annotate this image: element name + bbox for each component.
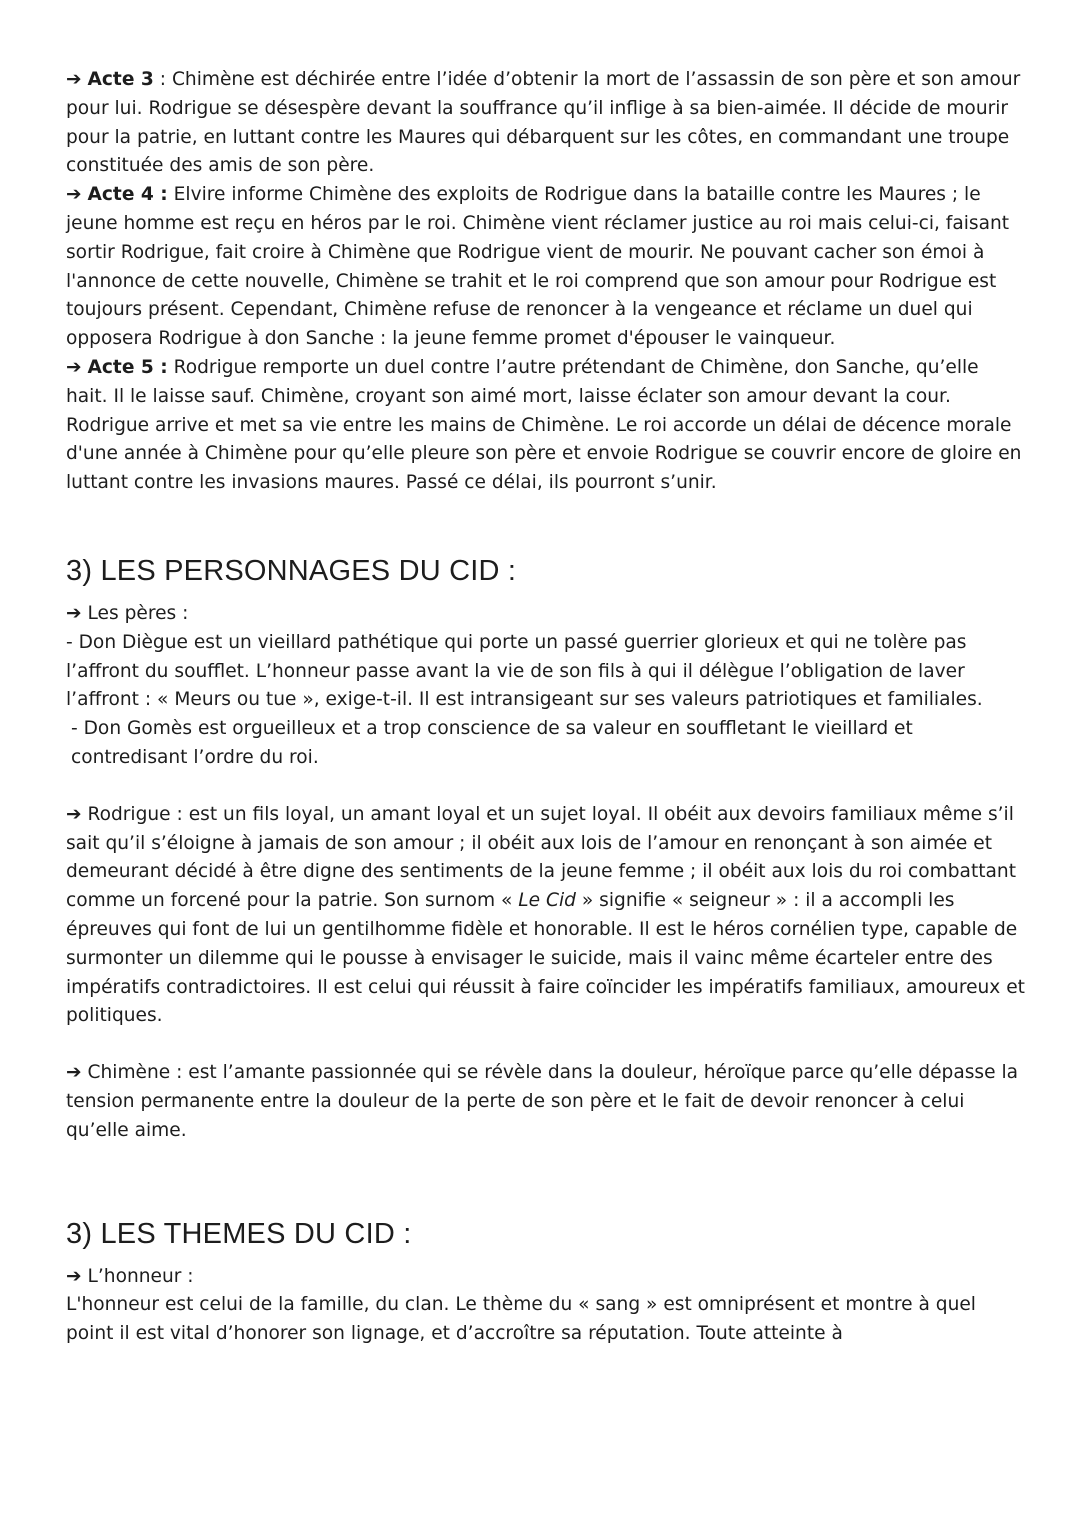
act-5-paragraph [66, 354, 1026, 498]
act-3-text: Chimène est déchirée entre l’idée d’obtenir la mort de l’assassin de son père et son amour pour lui. Rodrigue se désespère devant la souffrance qu’il inflige à sa bien-aimée. Il décide de mourir pour la patrie, en luttant contre les Maures qui débarquent sur les côtes, en commandant une troupe constituée des amis de son père. [66, 69, 1021, 177]
act-3-label: Acte 3 [87, 69, 154, 90]
le-cid-title: Le Cid [518, 890, 576, 912]
peres-label: ➔ Les pères : [66, 602, 189, 624]
arrow-icon: ➔ [66, 184, 82, 206]
arrow-icon: ➔ [66, 356, 82, 378]
act-3-sep: : [153, 69, 172, 90]
arrow-icon: ➔ [66, 602, 82, 624]
arrow-icon: ➔ [66, 1062, 82, 1084]
arrow-icon: ➔ [66, 69, 82, 90]
section-heading-themes: 3) LES THEMES DU CID : [66, 1217, 412, 1250]
chimene-paragraph: ➔ Chimène : est l’amante passionnée qui se révèle dans la douleur, héroïque parce qu’elle dépasse la tension permanente entre la douleur de la perte de son père et le fait de devoir renoncer à celui qu’elle aime. [66, 1062, 1019, 1141]
act-5-label: Acte 5 : [87, 356, 168, 378]
honneur-label: ➔ L’honneur : [66, 1265, 194, 1287]
rodrigue-paragraph: ➔ Rodrigue : est un fils loyal, un amant loyal et un sujet loyal. Il obéit aux devoirs familiaux même s’il sait qu’il s’éloigne à jamais de son amour ; il obéit aux lois de l’amour en renonçant à son aimée et demeurant décidé à être digne des sentiments de la jeune femme ; il obéit aux lois du roi combattant comme un forcené pour la patrie. Son surnom « Le Cid » signifie « seigneur » : il a accompli les épreuves qui font de lui un gentilhomme fidèle et honorable. Il est le héros cornélien type, capable de surmonter un dilemme qui le pousse à envisager le suicide, mais il vainc même écarteler entre des impératifs contradictoires. Il est celui qui réussit à faire coïncider les impératifs familiaux, amoureux et politiques. [66, 803, 1025, 1027]
diegue-paragraph: - Don Diègue est un vieillard pathétique qui porte un passé guerrier glorieux et qui ne tolère pas l’affront du soufflet. L’honneur passe avant la vie de son fils à qui il délègue l’obligation de laver l’affront : « Meurs ou tue », exige-t-il. Il est intransigeant sur ses valeurs patriotiques et familiales. [66, 631, 983, 711]
honneur-paragraph: L'honneur est celui de la famille, du clan. Le thème du « sang » est omniprésent et montre à quel point il est vital d’honorer son lignage, et d’accroître sa réputation. Toute atteinte à [66, 1294, 976, 1345]
act-4-paragraph [66, 181, 1026, 354]
act-4-text: Elvire informe Chimène des exploits de Rodrigue dans la bataille contre les Maures ; le jeune homme est reçu en héros par le roi. Chimène vient réclamer justice au roi mais celui-ci, faisant sortir Rodrigue, fait croire à Chimène que Rodrigue vient de mourir. Ne pouvant cacher son émoi à l'annonce de cette nouvelle, Chimène se trahit et le roi comprend que son amour pour Rodrigue est toujours présent. Cependant, Chimène refuse de renoncer à la vengeance et réclame un duel qui opposera Rodrigue à don Sanche : la jeune femme promet d'épouser le vainqueur. [66, 184, 1010, 350]
gomes-paragraph: - Don Gomès est orgueilleux et a trop conscience de sa valeur en souffletant le vieillard et contredisant l’ordre du roi. [71, 718, 913, 768]
arrow-icon: ➔ [66, 1265, 82, 1287]
act-4-label: Acte 4 : [87, 184, 168, 206]
section-heading-personnages: 3) LES PERSONNAGES DU CID : [66, 554, 517, 587]
act-5-text: Rodrigue remporte un duel contre l’autre prétendant de Chimène, don Sanche, qu’elle hait. Il le laisse sauf. Chimène, croyant son aimé mort, laisse éclater son amour devant la cour. Rodrigue arrive et met sa vie entre les mains de Chimène. Le roi accorde un délai de décence morale d'une année à Chimène pour qu’elle pleure son père et envoie Rodrigue se couvrir encore de gloire en luttant contre les invasions maures. Passé ce délai, ils pourront s’unir. [66, 356, 1022, 494]
arrow-icon: ➔ [66, 803, 82, 825]
act-3-paragraph [66, 66, 1026, 181]
document-page [66, 66, 1026, 1349]
